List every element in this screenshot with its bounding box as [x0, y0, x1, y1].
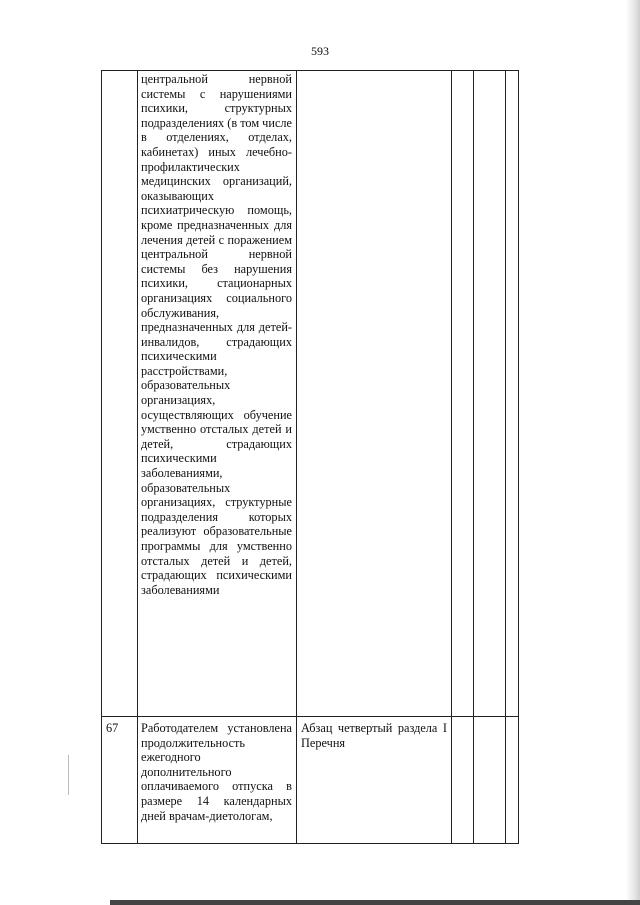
scan-shadow-right: [626, 0, 640, 905]
table-row-description: Работодателем установлена продолжительность ежегодного дополнительного оплачиваемого отпуска в размере 14 календарных дней врачам-диетологам,: [141, 721, 292, 823]
column-divider: [137, 70, 138, 844]
table-border-top: [101, 70, 519, 71]
row-divider: [101, 716, 519, 717]
table-border-right: [518, 70, 519, 844]
table-row-continued-description: центральной нервной системы с нарушениями психики, структурных подразделениях (в том числе в отделениях, отделах, кабинетах) иных лечебно- профилактических медицинских организаций, оказывающих психиатрическую помощь, кроме предназначенных для лечения детей с поражением центральной нервной системы без нарушения психики, стационарных организациях социального обслуживания, предназначенных для детей-инвалидов, страдающих психическими расстройствами, образовательных организациях, осуществляющих обучение умственно отсталых детей и детей, страдающих психическими заболеваниями, образовательных организациях, структурные подразделения которых реализуют образовательные программы для умственно отсталых детей и детей, страдающих психическими заболеваниями: [141, 72, 292, 597]
column-divider: [473, 70, 474, 844]
document-table: [101, 70, 519, 844]
scan-edge-bottom: [110, 900, 640, 905]
table-border-left: [101, 70, 102, 844]
table-row-number: 67: [106, 721, 119, 735]
scan-artifact: [68, 755, 69, 795]
column-divider: [451, 70, 452, 844]
page-number: 593: [311, 44, 329, 58]
table-row-reference: Абзац четвертый раздела I Перечня: [301, 721, 447, 750]
table-border-bottom: [101, 843, 519, 844]
column-divider: [296, 70, 297, 844]
column-divider: [505, 70, 506, 844]
